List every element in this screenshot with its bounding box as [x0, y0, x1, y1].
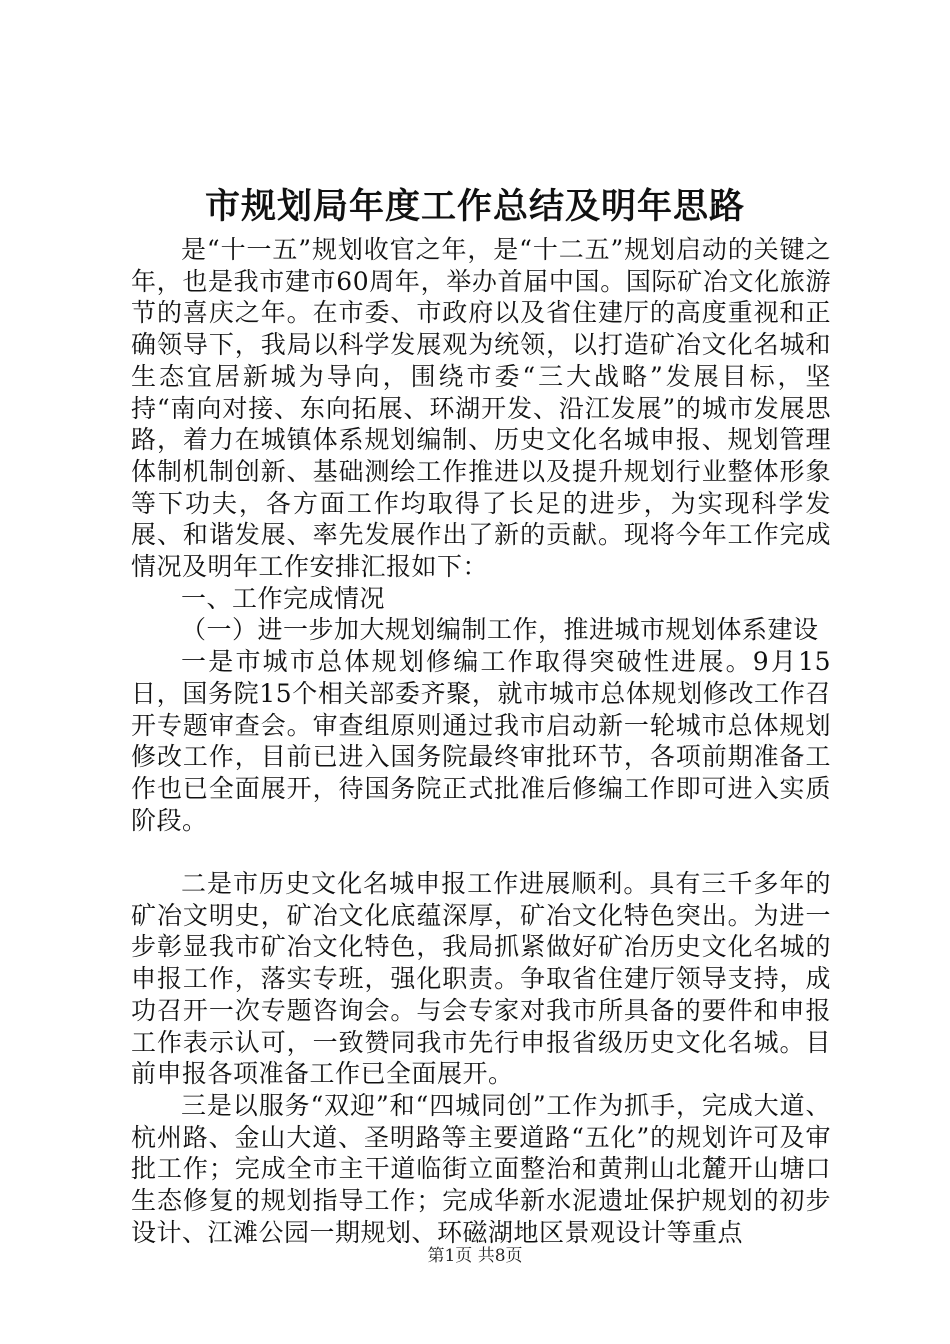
paragraph-item-3: 三是以服务“双迎”和“四城同创”工作为抓手，完成大道、杭州路、金山大道、圣明路等主要道路“五化”的规划许可及审批工作；完成全市主干道临街立面整治和黄荆山北麓开山塘口生态修复的规划指导工作；完成华新水泥遗址保护规划的初步设计、江滩公园一期规划、环磁湖地区景观设计等重点 — [131, 1090, 831, 1247]
page-number-footer: 第1页 共8页 — [427, 1246, 523, 1266]
document-title: 市规划局年度工作总结及明年思路 — [204, 186, 745, 227]
paragraph-item-1: 一是市城市总体规划修编工作取得突破性进展。9月15日，国务院15个相关部委齐聚，就市城市总体规划修改工作召开专题审查会。审查组原则通过我市启动新一轮城市总体规划修改工作，目前已进入国务院最终审批环节，各项前期准备工作也已全面展开，待国务院正式批准后修编工作即可进入实质阶段。 — [131, 647, 831, 835]
paragraph-intro: 是“十一五”规划收官之年，是“十二五”规划启动的关键之年，也是我市建市60周年，举办首届中国。国际矿冶文化旅游节的喜庆之年。在市委、市政府以及省住建厅的高度重视和正确领导下，我局以科学发展观为统领，以打造矿冶文化名城和生态宜居新城为导向，围绕市委“三大战略”发展目标，坚持“南向对接、东向拓展、环湖开发、沿江发展”的城市发展思路，着力在城镇体系规划编制、历史文化名城申报、规划管理体制机制创新、基础测绘工作推进以及提升规划行业整体形象等下功夫，各方面工作均取得了长足的进步，为实现科学发展、和谐发展、率先发展作出了新的贡献。现将今年工作完成情况及明年工作安排汇报如下： — [131, 235, 831, 582]
paragraph-item-2: 二是市历史文化名城申报工作进展顺利。具有三千多年的矿冶文明史，矿冶文化底蕴深厚，矿冶文化特色突出。为进一步彰显我市矿冶文化特色，我局抓紧做好矿冶历史文化名城的申报工作，落实专班，强化职责。争取省住建厅领导支持，成功召开一次专题咨询会。与会专家对我市所具备的要件和申报工作表示认可，一致赞同我市先行申报省级历史文化名城。目前申报各项准备工作已全面展开。 — [131, 869, 831, 1089]
section-heading: 一、工作完成情况 — [181, 583, 386, 613]
subsection-heading: （一）进一步加大规划编制工作，推进城市规划体系建设 — [181, 615, 819, 645]
document-body — [131, 234, 831, 1248]
